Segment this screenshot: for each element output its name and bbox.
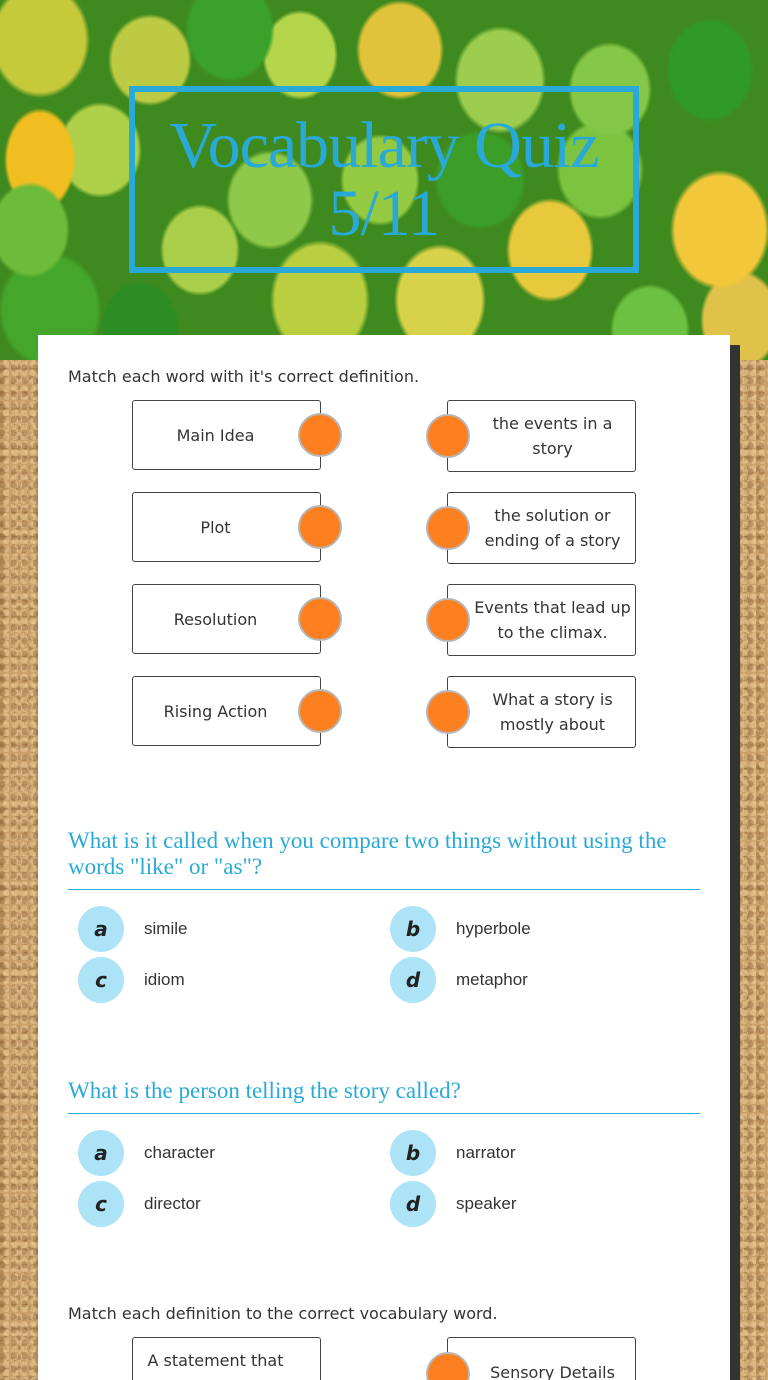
question-2-text: What is the person telling the story called? — [68, 1078, 461, 1103]
q2-option-d[interactable] — [390, 1181, 516, 1227]
title-frame — [129, 86, 639, 273]
option-letter-badge: c — [78, 1181, 124, 1227]
match-definition-2[interactable] — [447, 492, 636, 564]
match-definition-3[interactable] — [447, 584, 636, 656]
q1-option-d[interactable] — [390, 957, 528, 1003]
option-label: simile — [144, 919, 188, 938]
option-letter-badge: b — [390, 906, 436, 952]
connector-dot[interactable] — [426, 598, 470, 642]
option-label: hyperbole — [456, 919, 531, 938]
match-term-label: Rising Action — [163, 701, 268, 721]
question-1-text: What is it called when you compare two things without using the words "like" or "as"? — [68, 828, 667, 879]
match-definition-statement[interactable] — [132, 1337, 321, 1380]
match-term-label: Sensory Details — [490, 1363, 615, 1380]
connector-dot[interactable] — [298, 597, 342, 641]
option-label: character — [144, 1143, 215, 1162]
match-definition-1[interactable] — [447, 400, 636, 472]
connector-dot[interactable] — [426, 414, 470, 458]
option-label: speaker — [456, 1194, 517, 1213]
connector-dot[interactable] — [426, 1352, 470, 1380]
match-term-resolution[interactable] — [132, 584, 321, 654]
option-letter-badge: b — [390, 1130, 436, 1176]
connector-dot[interactable] — [426, 690, 470, 734]
title-line-2: 5/11 — [328, 176, 440, 250]
option-letter-badge: d — [390, 957, 436, 1003]
option-letter-badge: c — [78, 957, 124, 1003]
option-letter-badge: a — [78, 1130, 124, 1176]
connector-dot[interactable] — [298, 505, 342, 549]
match-definition-label: What a story is mostly about — [492, 690, 613, 734]
match-term-label: Plot — [200, 517, 231, 537]
connector-dot[interactable] — [298, 413, 342, 457]
option-label: idiom — [144, 970, 185, 989]
option-letter-badge: a — [78, 906, 124, 952]
q2-option-a[interactable] — [78, 1130, 215, 1176]
matching-instructions-1: Match each word with it's correct definition. — [68, 367, 420, 386]
q1-option-b[interactable] — [390, 906, 531, 952]
option-label: narrator — [456, 1143, 516, 1162]
connector-dot[interactable] — [298, 689, 342, 733]
q2-option-c[interactable] — [78, 1181, 201, 1227]
page-title — [169, 108, 599, 250]
question-2-divider — [68, 1113, 700, 1114]
match-term-plot[interactable] — [132, 492, 321, 562]
option-label: metaphor — [456, 970, 528, 989]
match-definition-label: Events that lead up to the climax. — [474, 598, 631, 642]
match-term-label: Resolution — [173, 609, 258, 629]
title-line-1: Vocabulary Quiz — [169, 108, 599, 182]
match-term-main-idea[interactable] — [132, 400, 321, 470]
q2-option-b[interactable] — [390, 1130, 516, 1176]
matching-instructions-2: Match each definition to the correct vocabulary word. — [68, 1304, 498, 1323]
q1-option-c[interactable] — [78, 957, 185, 1003]
connector-dot[interactable] — [426, 506, 470, 550]
worksheet-card — [38, 335, 730, 1380]
match-definition-label: the events in a story — [492, 414, 613, 458]
match-term-label: Main Idea — [176, 425, 255, 445]
match-term-sensory-details[interactable] — [447, 1337, 636, 1380]
option-letter-badge: d — [390, 1181, 436, 1227]
match-definition-label: the solution or ending of a story — [484, 506, 621, 550]
question-1-divider — [68, 889, 700, 890]
match-definition-4[interactable] — [447, 676, 636, 748]
q1-option-a[interactable] — [78, 906, 187, 952]
match-definition-label: A statement that — [147, 1351, 284, 1370]
match-term-rising-action[interactable] — [132, 676, 321, 746]
option-label: director — [144, 1194, 201, 1213]
header-image — [0, 0, 768, 360]
